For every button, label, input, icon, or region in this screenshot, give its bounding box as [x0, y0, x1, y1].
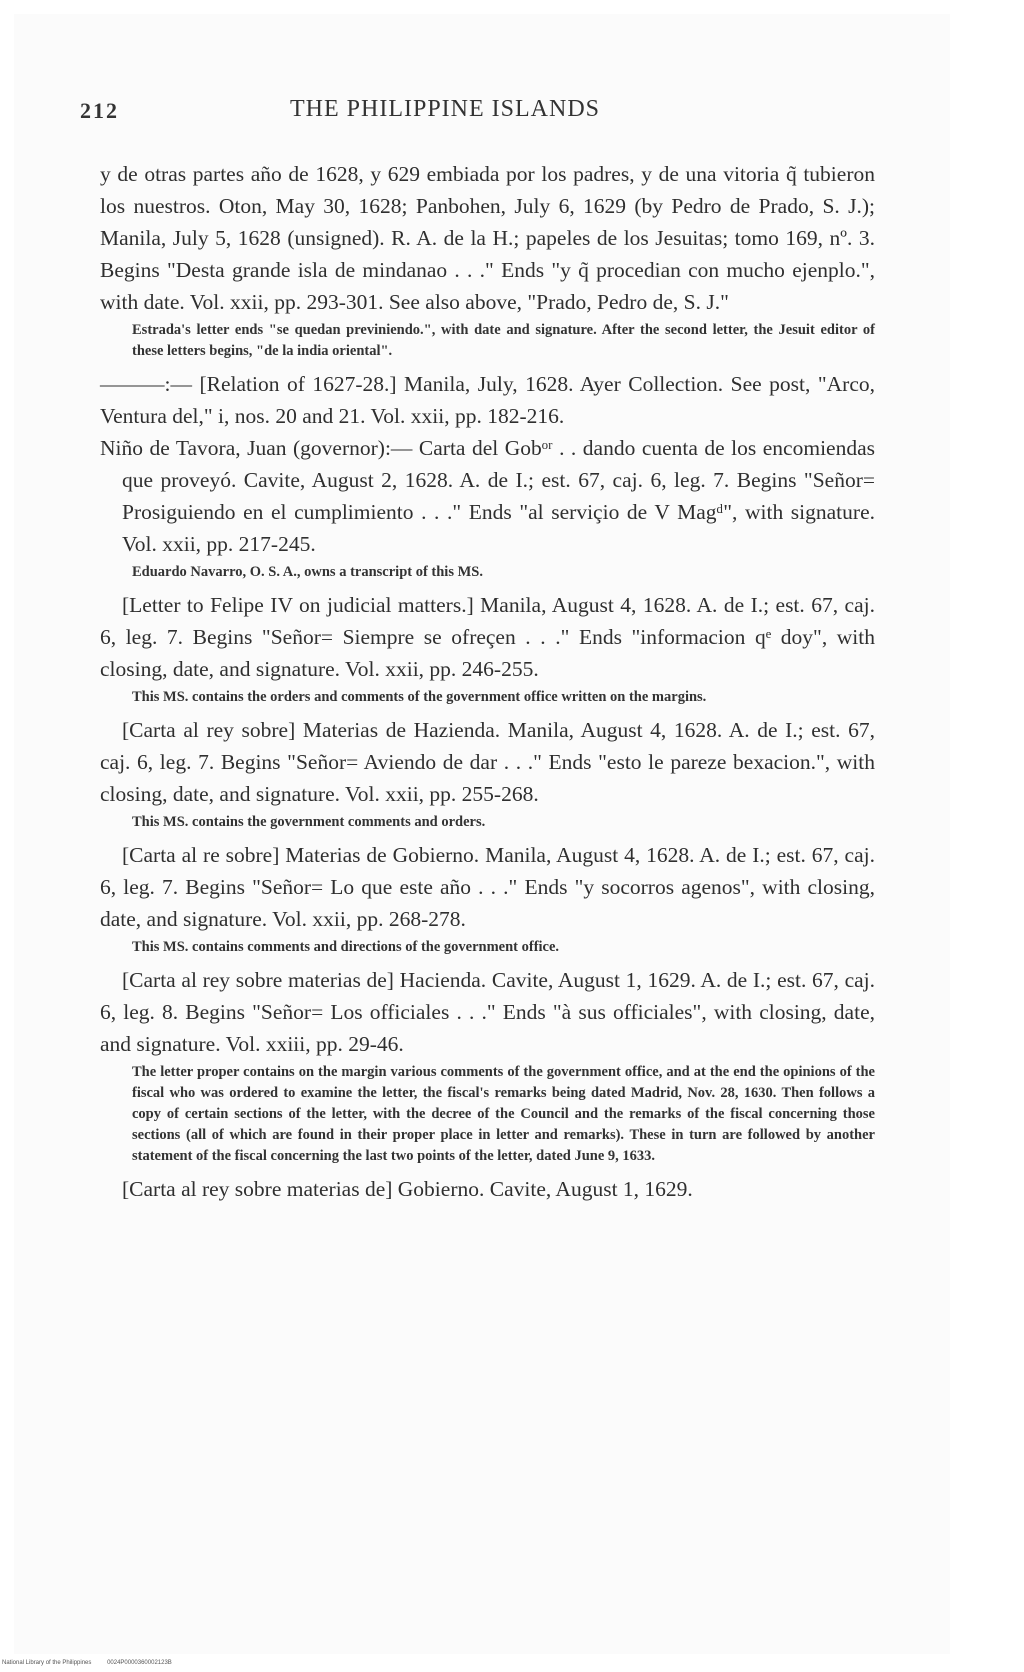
entry-note: This MS. contains the government comments and orders. — [132, 814, 486, 830]
entry-relation: ———:— [Relation of 1627-28.] Manila, July, 1628. Ayer Collection. See post, "Arco, Ventura del," i, nos. 20 and 21. Vol. xxii, pp. 182-216. — [100, 372, 875, 428]
footer-image-code: 0024P0000360002123B — [107, 1660, 172, 1666]
entry-note: This MS. contains the orders and comments of the government office written on the margins. — [132, 689, 707, 705]
footer-source: National Library of the Philippines — [2, 1660, 92, 1666]
entry-note: This MS. contains comments and directions of the government office. — [132, 939, 560, 955]
page-body — [100, 158, 875, 1205]
entry-hacienda-1629: [Carta al rey sobre materias de] Hacienda. Cavite, August 1, 1629. A. de I.; est. 67, caj. 6, leg. 8. Begins "Señor= Los officiales . . ." Ends "à sus officiales", with closing, date, and signature. Vol. xxiii, pp. 29-46. — [100, 968, 875, 1056]
scan-footer — [2, 1660, 186, 1666]
entry-note: The letter proper contains on the margin various comments of the government office, and at the end the opinions of the fiscal who was ordered to examine the letter, the fiscal's remarks being dated Madrid, Nov. 28, 1630. Then follows a copy of certain sections of the letter, with the decree of the Council and the remarks of the fiscal concerning those sections (all of which are found in their proper place in letter and remarks). These in turn are followed by another statement of the fiscal concerning the last two points of the letter, dated June 9, 1633. — [132, 1064, 875, 1164]
entry-hazienda: [Carta al rey sobre] Materias de Hazienda. Manila, August 4, 1628. A. de I.; est. 67, caj. 6, leg. 7. Begins "Señor= Aviendo de dar . . ." Ends "esto le pareze bexacion.", with closing, date, and signature. Vol. xxii, pp. 255-268. — [100, 718, 875, 806]
running-title: THE PHILIPPINE ISLANDS — [290, 96, 600, 122]
entry-note: Eduardo Navarro, O. S. A., owns a transcript of this MS. — [132, 564, 483, 580]
entry-judicial-matters: [Letter to Felipe IV on judicial matters.] Manila, August 4, 1628. A. de I.; est. 67, caj. 6, leg. 7. Begins "Señor= Siempre se ofreçen . . ." Ends "informacion qᵉ doy", with closing, date, and signature. Vol. xxii, pp. 246-255. — [100, 593, 875, 681]
page-header — [80, 98, 890, 138]
entry-gobierno-1629: [Carta al rey sobre materias de] Gobierno. Cavite, August 1, 1629. — [122, 1177, 693, 1201]
entry-continuation: y de otras partes año de 1628, y 629 embiada por los padres, y de una vitoria q̃ tubieron los nuestros. Oton, May 30, 1628; Panbohen, July 6, 1629 (by Pedro de Prado, S. J.); Manila, July 5, 1628 (unsigned). R. A. de la H.; papeles de los Jesuitas; tomo 169, nº. 3. Begins "Desta grande isla de mindanao . . ." Ends "y q̃ procedian con mucho ejenplo.", with date. Vol. xxii, pp. 293-301. See also above, "Prado, Pedro de, S. J." — [100, 162, 875, 314]
entry-gobierno-1628: [Carta al re sobre] Materias de Gobierno. Manila, August 4, 1628. A. de I.; est. 67, caj. 6, leg. 7. Begins "Señor= Lo que este año . . ." Ends "y socorros agenos", with closing, date, and signature. Vol. xxii, pp. 268-278. — [100, 843, 875, 931]
entry-nino-de-tavora: Niño de Tavora, Juan (governor):— Carta del Gobᵒʳ . . dando cuenta de los encomiendas que proveyó. Cavite, August 2, 1628. A. de I.; est. 67, caj. 6, leg. 7. Begins "Señor= Prosiguiendo en el cumplimiento . . ." Ends "al serviçio de V Magᵈ", with signature. Vol. xxii, pp. 217-245. — [100, 436, 875, 556]
entry-note: Estrada's letter ends "se quedan previniendo.", with date and signature. After the second letter, the Jesuit editor of these letters begins, "de la india oriental". — [132, 322, 875, 359]
page-number: 212 — [80, 98, 119, 123]
